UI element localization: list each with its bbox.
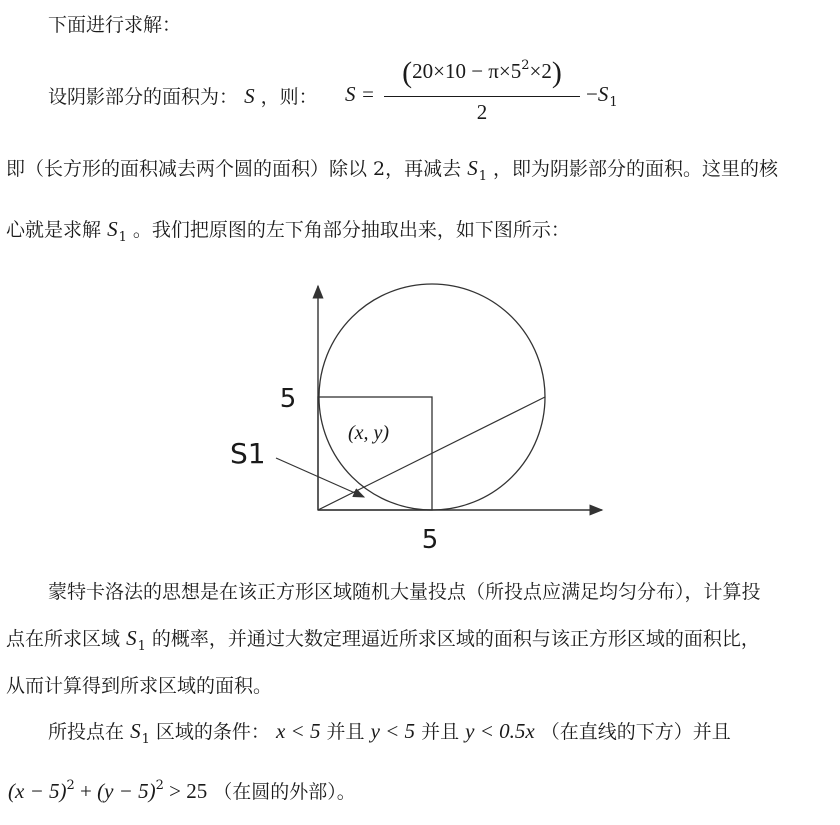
formula-gt-25: > 25: [163, 779, 208, 803]
paragraph-result: 从而计算得到所求区域的面积。: [6, 675, 273, 697]
s1-symbol: S: [126, 626, 137, 650]
formula-numerator: $(20\times 10 - \pi\times 5^2\times 2)$: [402, 56, 562, 89]
formula-lhs: S =: [345, 82, 375, 106]
s1-symbol: S: [130, 719, 141, 743]
label-point-xy: (x, y): [348, 422, 390, 444]
numerator-body: 20×10 − π×5: [412, 59, 522, 83]
formula-y-term: (y − 5): [97, 779, 156, 803]
square: [318, 397, 432, 510]
condition-line: y < 0.5x: [465, 719, 535, 743]
area-formula-lead: 设阴影部分的面积为：: [48, 86, 239, 108]
paragraph-intro: 下面进行求解：: [48, 14, 182, 36]
var-s: S: [244, 84, 255, 108]
label-five-left: 5: [279, 384, 297, 414]
paragraph-circle-condition: $(x - 5)^2 + (y - 5)^2 > 25$ （在圆的外部）。: [8, 778, 356, 803]
paragraph-probability: 点在所求区域 $S_1$ 的概率，并通过大数定理逼近所求区域的面积与该正方形区域的面积比，: [6, 626, 760, 654]
s1-symbol: S: [467, 156, 478, 180]
condition-x: x < 5: [275, 719, 321, 743]
then-text: ，则：: [260, 86, 318, 108]
numerator-exponent: 2: [521, 58, 530, 73]
s1-pointer-arrow: [276, 458, 364, 497]
formula-x-term: (x − 5): [8, 779, 67, 803]
formula-minus-s1: $-S_1$: [586, 82, 618, 110]
paragraph-conditions: 所投点在 $S_1$ 区域的条件： x < 5 并且 y < 5 并且 y < 0.5x （在直线的下方）并且: [48, 719, 731, 747]
s1-symbol: S: [107, 217, 118, 241]
paragraph-explanation: 即（长方形的面积减去两个圆的面积）除以 2，再减去 $S_1$ ，即为阴影部分的面积。这里的核: [6, 156, 779, 184]
numerator-tail: ×2: [529, 59, 552, 83]
paragraph-core: 心就是求解 $S_1$ 。我们把原图的左下角部分抽取出来，如下图所示：: [6, 217, 570, 245]
formula-denominator: 2: [476, 100, 488, 124]
condition-y: y < 5: [370, 719, 416, 743]
label-s1: S1: [230, 437, 266, 470]
label-five-bottom: 5: [421, 525, 439, 555]
paragraph-monte-carlo: 蒙特卡洛法的思想是在该正方形区域随机大量投点（所投点应满足均匀分布），计算投: [48, 581, 761, 603]
